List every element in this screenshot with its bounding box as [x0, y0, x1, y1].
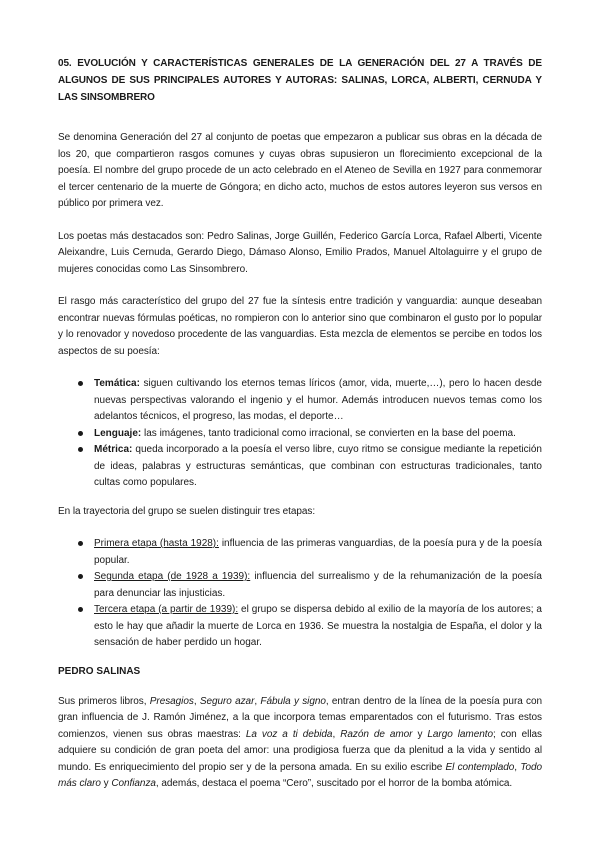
list-item: [94, 376, 542, 426]
stage-term: Tercera etapa (a partir de 1939):: [94, 604, 239, 615]
list-item: [94, 442, 542, 492]
list-item: [94, 569, 542, 602]
salinas-paragraph: [58, 694, 542, 793]
list-item: [94, 426, 542, 443]
list-item: [94, 602, 542, 652]
book-title: Seguro azar: [199, 695, 255, 707]
bullet-icon: [78, 541, 83, 546]
book-title: La voz a ti debida: [245, 728, 333, 740]
document-title: 05. EVOLUCIÓN Y CARACTERÍSTICAS GENERALES DE LA GENERACIÓN DEL 27 A TRAVÉS DE ALGUNOS DE SUS PRINCIPALES AUTORES Y AUTORAS: SALINAS, LORCA, ALBERTI, CERNUDA Y LAS SINSOMBRERO: [58, 58, 542, 103]
feature-term: Lenguaje:: [94, 427, 142, 439]
feature-term: Métrica:: [94, 444, 133, 455]
stage-term: Segunda etapa (de 1928 a 1939):: [94, 571, 251, 582]
text-run: ,: [332, 728, 341, 740]
stage-text: influencia de las primeras vanguardias, de la poesía pura y de la poesía popular.: [94, 538, 542, 566]
bullet-icon: [78, 447, 83, 452]
features-list: [58, 376, 542, 492]
bullet-icon: [78, 381, 83, 386]
intro-paragraph: Se denomina Generación del 27 al conjunto de poetas que empezaron a publicar sus obras en la década de los 20, que compartieron rasgos comunes y cuyas obras supusieron un florecimiento excepcional de la poesía. El nombre del grupo procede de un acto celebrado en el Ateneo de Sevilla en 1927 para conmemorar el tercer centenario de la muerte de Góngora; en dicho acto, muchos de estos autores leyeron sus versos en público por primera vez.: [58, 132, 542, 209]
features-intro-paragraph: El rasgo más característico del grupo del 27 fue la síntesis entre tradición y vanguardia: aunque deseaban encontrar nuevas fórmulas poéticas, no rompieron con lo anterior sino que combinaron el gusto por lo popular y lo renovador y novedoso procedente de las vanguardias. Esta mezcla de elementos se percibe en todos los aspectos de su poesía:: [58, 296, 542, 357]
book-title: Todo más claro: [58, 761, 542, 789]
poets-paragraph: Los poetas más destacados son: Pedro Salinas, Jorge Guillén, Federico García Lorca, Rafael Alberti, Vicente Aleixandre, Luis Cernuda, Gerardo Diego, Dámaso Alonso, Emilio Prados, Manuel Altolaguirre y el grupo de mujeres conocidas como Las Sinsombrero.: [58, 230, 542, 275]
feature-text: siguen cultivando los eternos temas líricos (amor, vida, muerte,…), pero lo hacen desde nuevas perspectivas valorando el ingenio y el humor. Además introducen nuevos temas como los adelantos técnicos, el progreso, las modas, el deporte…: [94, 378, 542, 422]
text-run: ; con ellas adquiere su condición de gran poeta del amor: una prodigiosa fuerza que da plenitud a la vida y sentido al mundo. Es enriquecimiento del propio ser y de la persona amada. En su exilio escribe: [58, 728, 542, 773]
text-run: ,: [193, 695, 200, 707]
stages-intro-paragraph: En la trayectoria del grupo se suelen distinguir tres etapas:: [58, 505, 316, 517]
book-title: Presagios: [149, 695, 194, 707]
text-run: , entran dentro de la línea de la poesía pura con gran influencia de J. Ramón Jiménez, a la que incorpora temas emparentados con el futurismo. Tras estos comienzos, vienen sus obras maestras:: [58, 695, 543, 740]
section-heading-salinas: PEDRO SALINAS: [58, 665, 141, 677]
book-title: Razón de amor: [340, 728, 413, 740]
list-item: [94, 536, 542, 569]
text-run: Sus primeros libros,: [58, 695, 150, 707]
book-title: Largo lamento: [427, 728, 493, 740]
text-run: ,: [254, 695, 261, 707]
bullet-icon: [78, 607, 83, 612]
text-run: , además, destaca el poema “Cero”, suscitado por el horror de la bomba atómica.: [155, 778, 513, 789]
feature-text: las imágenes, tanto tradicional como irracional, se convierten en la base del poema.: [141, 427, 516, 439]
text-run: ,: [514, 761, 521, 773]
stage-text: influencia del surrealismo y de la rehumanización de la poesía para denunciar las injusticias.: [94, 571, 542, 599]
stage-text: el grupo se dispersa debido al exilio de la mayoría de los autores; a esto le hay que añadir la muerte de Lorca en 1936. Se muestra la nostalgia de España, el dolor y la sensación de haber perdido un hogar.: [94, 604, 542, 648]
bullet-icon: [78, 574, 83, 579]
book-title: El contemplado: [445, 761, 515, 773]
book-title: Confianza: [111, 778, 156, 789]
feature-text: queda incorporado a la poesía el verso libre, cuyo ritmo se consigue mediante la repetición de ideas, palabras y estructuras semánticas, que combinan con estructuras tradicionales, tanto cultas como populares.: [94, 444, 542, 488]
bullet-icon: [78, 431, 83, 436]
stages-list: [58, 536, 542, 652]
book-title: Fábula y signo: [260, 695, 326, 707]
text-run: y: [100, 778, 112, 789]
text-run: y: [412, 728, 428, 740]
stage-term: Primera etapa (hasta 1928):: [94, 538, 219, 549]
feature-term: Temática:: [94, 378, 140, 389]
